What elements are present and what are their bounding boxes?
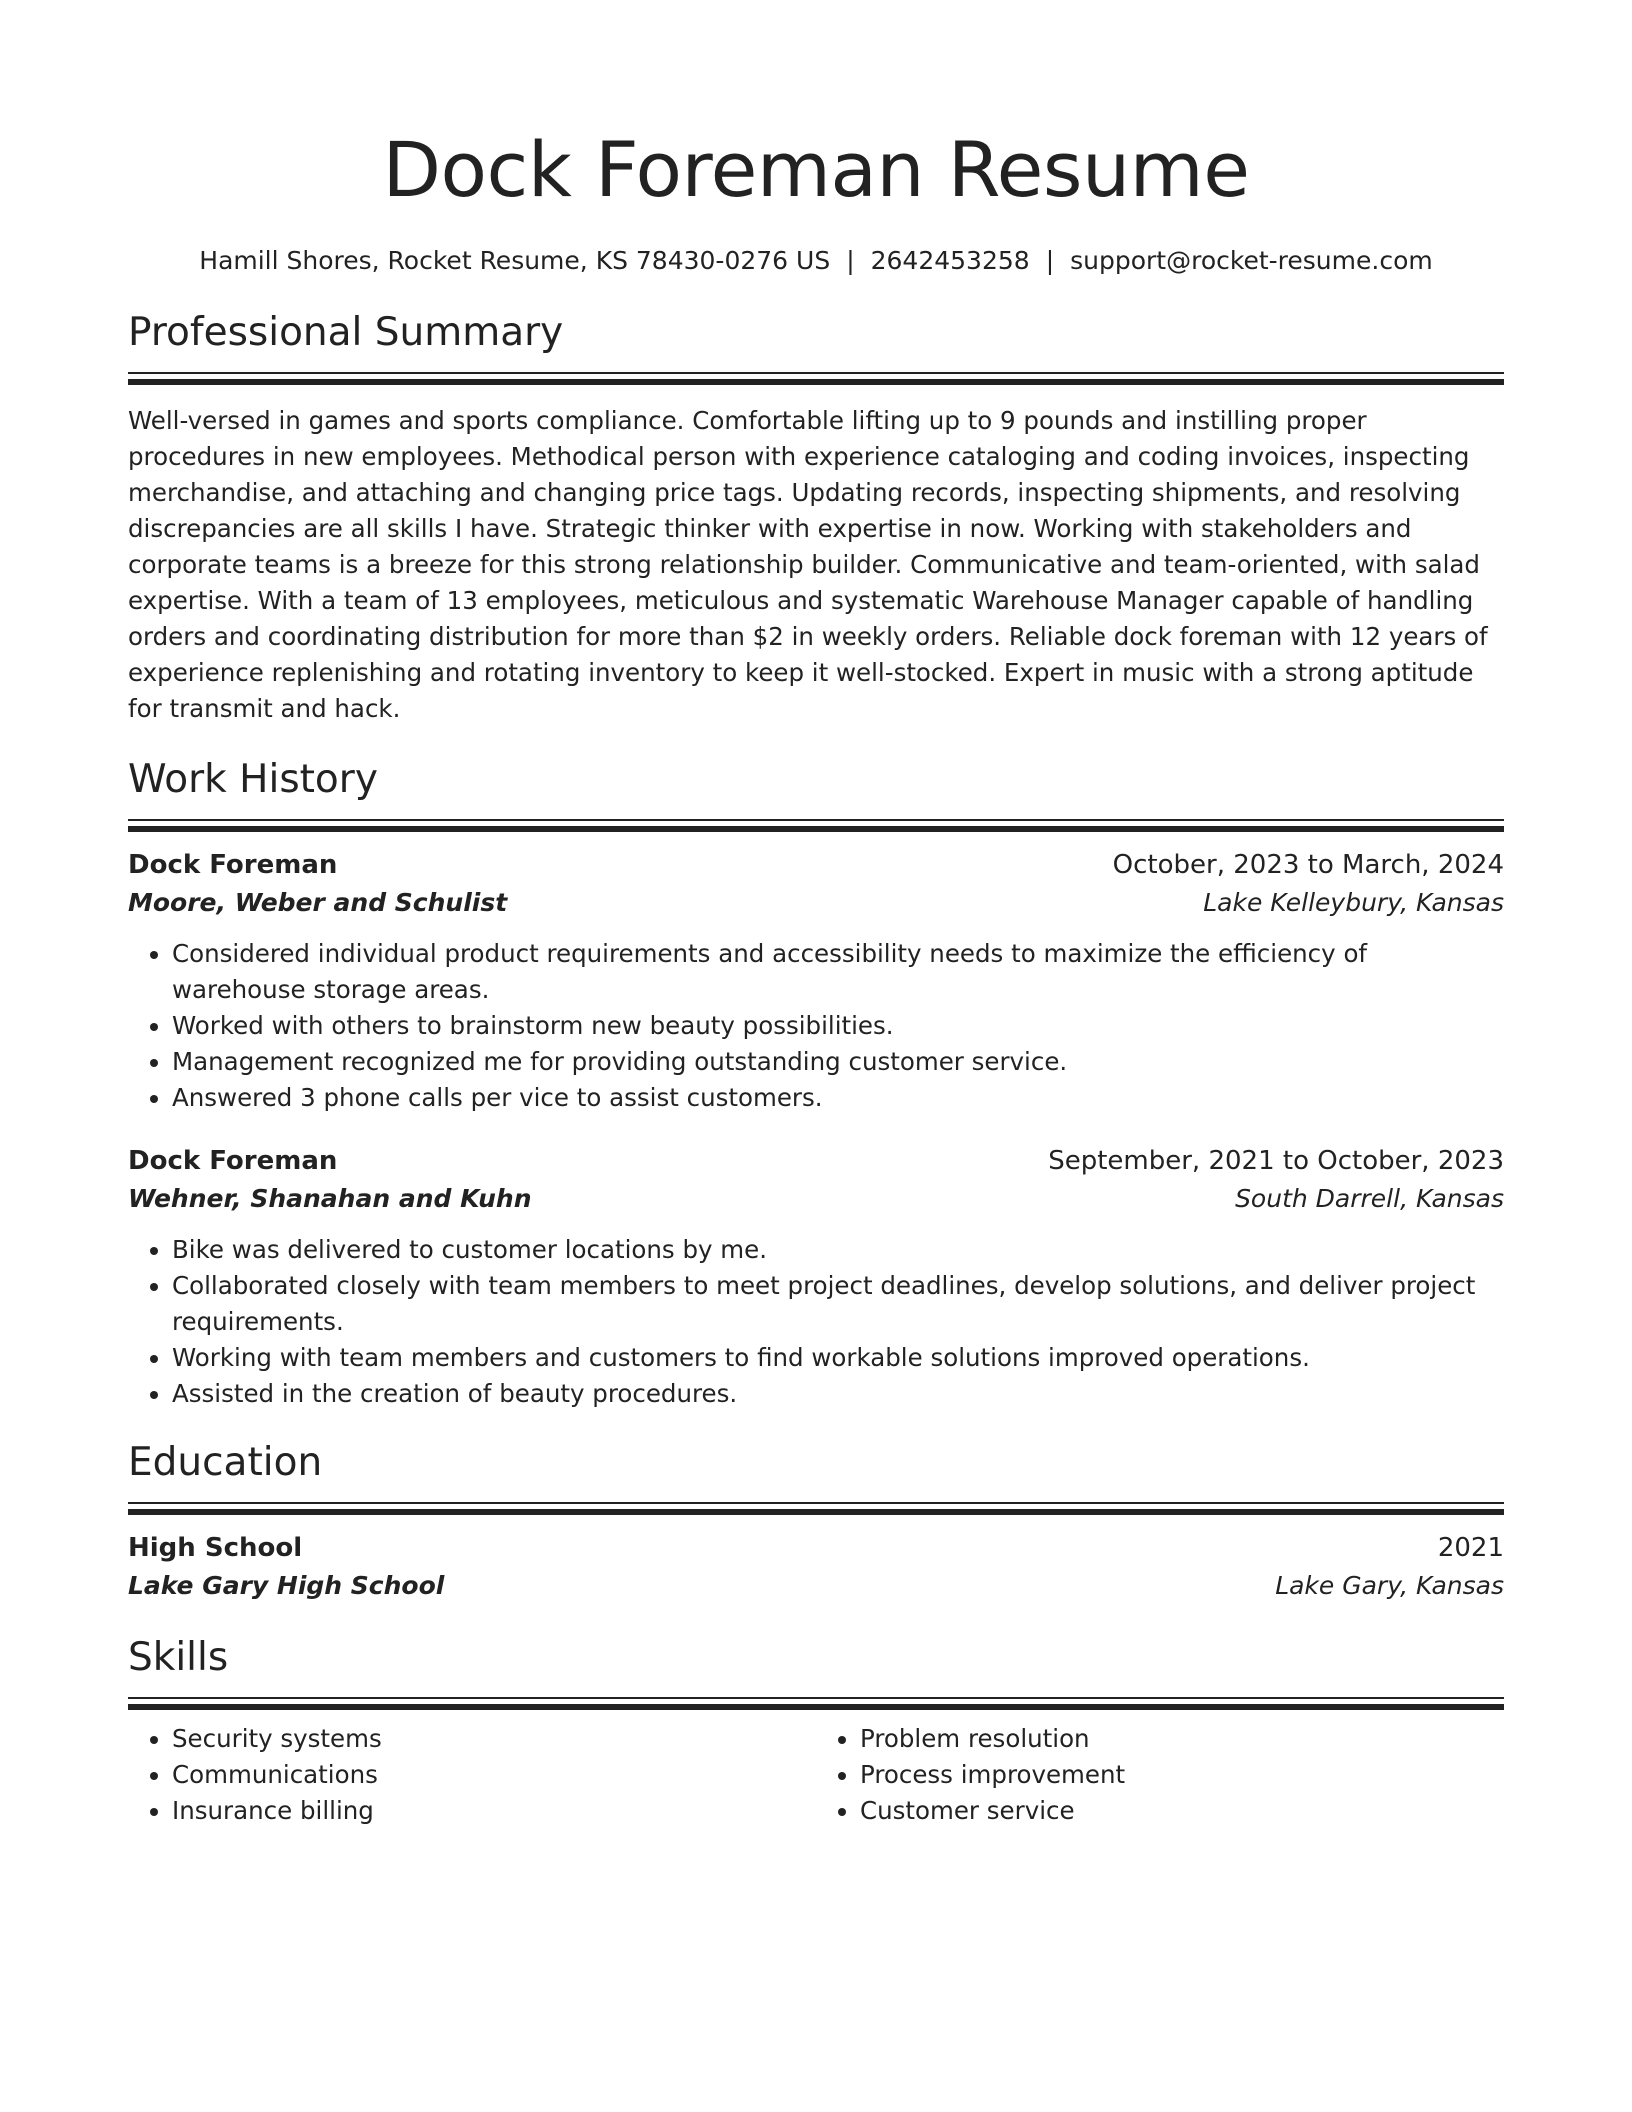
list-item: • Problem resolution (860, 1721, 1504, 1757)
summary-text: Well-versed in games and sports compliance. Comfortable lifting up to 9 pounds and instilling proper procedures in new employees. Methodical person with experience cataloging and coding invoices, inspecting merchandise, and attaching and changing price tags. Updating records, inspecting shipments, and resolving discrepancies are all skills I have. Strategic thinker with expertise in now. Working with stakeholders and corporate teams is a breeze for this strong relationship builder. Communicative and team-oriented, with salad expertise. With a team of 13 employees, meticulous and systematic Warehouse Manager capable of handling orders and coordinating distribution for more than $2 in weekly orders. Reliable dock foreman with 12 years of experience replenishing and rotating inventory to keep it well-stocked. Expert in music with a strong aptitude for transmit and hack. (128, 406, 1488, 723)
list-item: • Communications (172, 1757, 816, 1793)
job-dates: October, 2023 to March, 2024 (1112, 850, 1504, 880)
list-item: • Working with team members and customers to find workable solutions improved operations. (172, 1340, 1504, 1376)
job-title: Dock Foreman (128, 850, 338, 880)
contact-address: Hamill Shores, Rocket Resume, KS 78430-0276 US (199, 246, 831, 275)
job-entry (128, 1142, 1504, 1412)
work-section (128, 755, 1504, 1412)
section-heading-work: Work History (128, 757, 378, 802)
list-item: • Collaborated closely with team members to meet project deadlines, develop solutions, and deliver project requirements. (172, 1268, 1504, 1340)
job-location: South Darrell, Kansas (1235, 1184, 1504, 1213)
list-item: • Considered individual product requirements and accessibility needs to maximize the efficiency of warehouse storage areas. (172, 936, 1504, 1008)
job-title: Dock Foreman (128, 1146, 338, 1176)
skills-section (128, 1633, 1504, 1829)
job-bullets (128, 1232, 1504, 1412)
list-item: • Assisted in the creation of beauty procedures. (172, 1376, 1504, 1412)
list-item: • Security systems (172, 1721, 816, 1757)
contact-phone: 2642453258 (870, 246, 1030, 275)
job-bullets (128, 936, 1504, 1116)
education-school: Lake Gary High School (128, 1571, 445, 1600)
list-item: • Customer service (860, 1793, 1504, 1829)
education-location: Lake Gary, Kansas (1275, 1571, 1504, 1600)
list-item: • Process improvement (860, 1757, 1504, 1793)
list-item: • Answered 3 phone calls per vice to assist customers. (172, 1080, 1504, 1116)
section-divider (128, 372, 1504, 382)
section-divider (128, 819, 1504, 829)
section-heading-education: Education (128, 1440, 323, 1485)
section-heading-summary: Professional Summary (128, 310, 564, 355)
education-degree: High School (128, 1533, 303, 1563)
list-item: • Insurance billing (172, 1793, 816, 1829)
contact-line (128, 244, 1504, 278)
education-year: 2021 (1437, 1533, 1504, 1563)
section-divider (128, 1502, 1504, 1512)
job-company: Moore, Weber and Schulist (128, 888, 508, 917)
list-item: • Worked with others to brainstorm new beauty possibilities. (172, 1008, 1504, 1044)
section-heading-skills: Skills (128, 1635, 229, 1680)
page-title: Dock Foreman Resume (382, 125, 1250, 214)
contact-separator: | (1045, 246, 1055, 275)
job-location: Lake Kelleybury, Kansas (1203, 888, 1504, 917)
education-section (128, 1438, 1504, 1605)
skills-column-left (128, 1721, 816, 1829)
skills-list (128, 1721, 1504, 1829)
section-divider (128, 1697, 1504, 1707)
list-item: • Management recognized me for providing outstanding customer service. (172, 1044, 1504, 1080)
job-company: Wehner, Shanahan and Kuhn (128, 1184, 532, 1213)
contact-separator: | (846, 246, 855, 275)
summary-section (128, 308, 1504, 727)
skills-column-right (816, 1721, 1504, 1829)
contact-email: support@rocket-resume.com (1070, 246, 1433, 275)
list-item: • Bike was delivered to customer locations by me. (172, 1232, 1504, 1268)
job-dates: September, 2021 to October, 2023 (1048, 1146, 1504, 1176)
job-entry (128, 846, 1504, 1116)
